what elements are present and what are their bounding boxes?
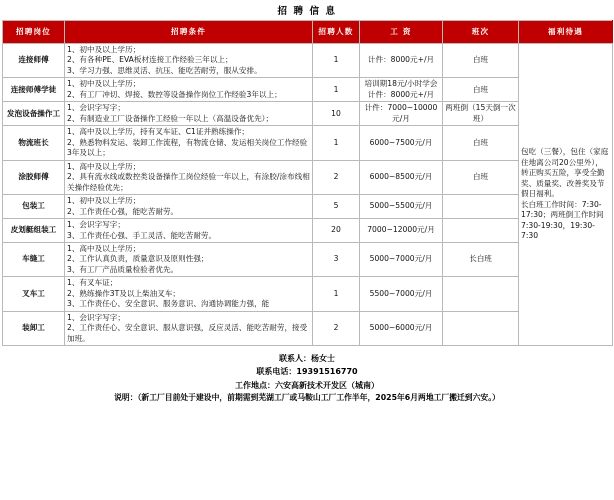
cell-shift: [443, 219, 519, 243]
cell-wage: 6000~7500元/月: [360, 126, 443, 160]
cell-count: 3: [313, 242, 360, 276]
cell-count: 1: [313, 126, 360, 160]
condition-line: 2、熟悉物料发运、装卸工作流程，有物流仓储、发运相关岗位工作经验3年及以上；: [67, 137, 308, 158]
cell-conditions: [65, 78, 313, 102]
condition-line: 1、初中及以上学历；: [67, 45, 141, 54]
column-header-wage: 工 资: [360, 21, 443, 44]
cell-shift: [443, 311, 519, 345]
condition-line: 3、工作责任心、安全意识、服务意识、沟通协调能力强，能: [67, 299, 270, 309]
cell-shift: [443, 195, 519, 219]
contact-person: 联系人：杨女士: [279, 354, 335, 364]
cell-wage: 5000~6000元/月: [360, 311, 443, 345]
cell-wage: 5000~7000元/月: [360, 242, 443, 276]
cell-post: 车缝工: [3, 242, 65, 276]
cell-wage: 6000~8500元/月: [360, 160, 443, 194]
cell-post: 物流班长: [3, 126, 65, 160]
condition-line: 1、会识字写字；: [67, 103, 125, 113]
cell-post: 连接师傅学徒: [3, 78, 65, 102]
condition-line: 2、工作责任心强，能吃苦耐劳。: [67, 206, 179, 216]
condition-line: 3、工作责任心强、手工灵活、能吃苦耐劳。: [67, 230, 217, 240]
condition-line: 2、工作责任心、安全意识、服从意识强，反应灵活、能吃苦耐劳，接受加班。: [67, 323, 308, 343]
condition-line: 2、有各种PE、EVA板材连接工作经验三年以上；: [67, 55, 233, 65]
cell-post: 连接师傅: [3, 44, 65, 78]
column-header-shift: 班次: [443, 21, 519, 44]
table-row: [3, 44, 613, 78]
cell-conditions: [65, 126, 313, 160]
condition-line: 1、高中及以上学历，持有叉车证、C1证并熟练操作；: [67, 127, 250, 137]
condition-line: 1、初中及以上学历；: [67, 196, 141, 206]
cell-post: 涂胶师傅: [3, 160, 65, 194]
condition-line: 3、学习力强、思维灵活、抗压、能吃苦耐劳，服从安排。: [67, 65, 262, 75]
cell-post: 包装工: [3, 195, 65, 219]
work-location: 工作地点：六安高新技术开发区（城南）: [235, 380, 379, 390]
cell-shift: 白班: [443, 78, 519, 102]
cell-count: 20: [313, 219, 360, 243]
cell-wage: 7000~12000元/月: [360, 219, 443, 243]
condition-line: 2、有工厂冲切、焊接、数控等设备操作岗位工作经验3年以上；: [67, 89, 282, 99]
table-header: [3, 21, 613, 44]
page-title: 招 聘 信 息: [277, 6, 337, 17]
cell-count: 5: [313, 195, 360, 219]
cell-conditions: [65, 242, 313, 276]
cell-conditions: [65, 160, 313, 194]
cell-welfare: [519, 44, 613, 346]
welfare-line: 长白班工作时间：7:30-17:30；两班倒工作时间7:30-19:30，19:30-7:30: [521, 199, 604, 241]
cell-shift: 白班: [443, 160, 519, 194]
cell-conditions: [65, 195, 313, 219]
cell-conditions: [65, 102, 313, 126]
cell-post: 装卸工: [3, 311, 65, 345]
condition-line: 3、有工厂产品质量检验者优先。: [67, 264, 179, 274]
condition-line: 2、具有流水线或数控类设备操作工岗位经验一年以上，有涂胶/涂布线相关操作经验优先；: [67, 172, 310, 192]
condition-line: 2、有制造业工厂设备操作工经验一年以上（高温设备优先）；: [67, 113, 274, 123]
contact-phone: 联系电话：19391516770: [256, 367, 358, 377]
cell-shift: 两班倒（15天倒一次班）: [443, 102, 519, 126]
cell-shift: 白班: [443, 44, 519, 78]
condition-line: 2、熟练操作3T及以上柴油叉车；: [67, 288, 181, 298]
table-body: [3, 44, 613, 346]
recruitment-table: [2, 20, 613, 346]
cell-post: 叉车工: [3, 277, 65, 311]
cell-wage: 培训期18元/小时学会计件：8000元+/月: [360, 78, 443, 102]
cell-conditions: [65, 311, 313, 345]
column-header-count: 招聘人数: [313, 21, 360, 44]
condition-line: 1、高中及以上学历；: [67, 243, 141, 253]
footer-contact-block: [0, 352, 614, 404]
cell-wage: 5000~5500元/月: [360, 195, 443, 219]
cell-shift: 白班: [443, 126, 519, 160]
cell-post: 发泡设备操作工: [3, 102, 65, 126]
cell-count: 2: [313, 311, 360, 345]
cell-count: 10: [313, 102, 360, 126]
cell-shift: [443, 277, 519, 311]
cell-shift: 长白班: [443, 242, 519, 276]
cell-count: 1: [313, 44, 360, 78]
condition-line: 1、会识字写字；: [67, 220, 125, 230]
cell-count: 2: [313, 160, 360, 194]
cell-conditions: [65, 219, 313, 243]
column-header-conditions: 招聘条件: [65, 21, 313, 44]
condition-line: 1、有叉车证；: [67, 278, 118, 288]
cell-wage: 计件：7000~10000元/月: [360, 102, 443, 126]
cell-conditions: [65, 277, 313, 311]
welfare-line: 包吃（三餐），包住（家庭住地离公司20公里外），转正购买五险，享受全勤奖、质量奖、改善奖及节假日福利。: [521, 147, 609, 199]
footer-note: 说明：（新工厂目前处于建设中，前期需到芜湖工厂或马鞍山工厂工作半年，2025年6月两地工厂搬迁到六安。）: [114, 392, 500, 402]
table-header-row: [3, 21, 613, 44]
cell-wage: 5500~7000元/月: [360, 277, 443, 311]
cell-wage: 计件：8000元+/月: [360, 44, 443, 78]
column-header-post: 招聘岗位: [3, 21, 65, 44]
cell-conditions: [65, 44, 313, 78]
cell-count: 1: [313, 277, 360, 311]
condition-line: 2、工作认真负责，质量意识及原则性强；: [67, 254, 209, 264]
condition-line: 1、初中及以上学历；: [67, 79, 141, 89]
condition-line: 1、会识字写字；: [67, 312, 125, 322]
column-header-welfare: 福利待遇: [519, 21, 613, 44]
cell-count: 1: [313, 78, 360, 102]
cell-post: 皮划艇组装工: [3, 219, 65, 243]
condition-line: 1、高中及以上学历；: [67, 161, 141, 171]
